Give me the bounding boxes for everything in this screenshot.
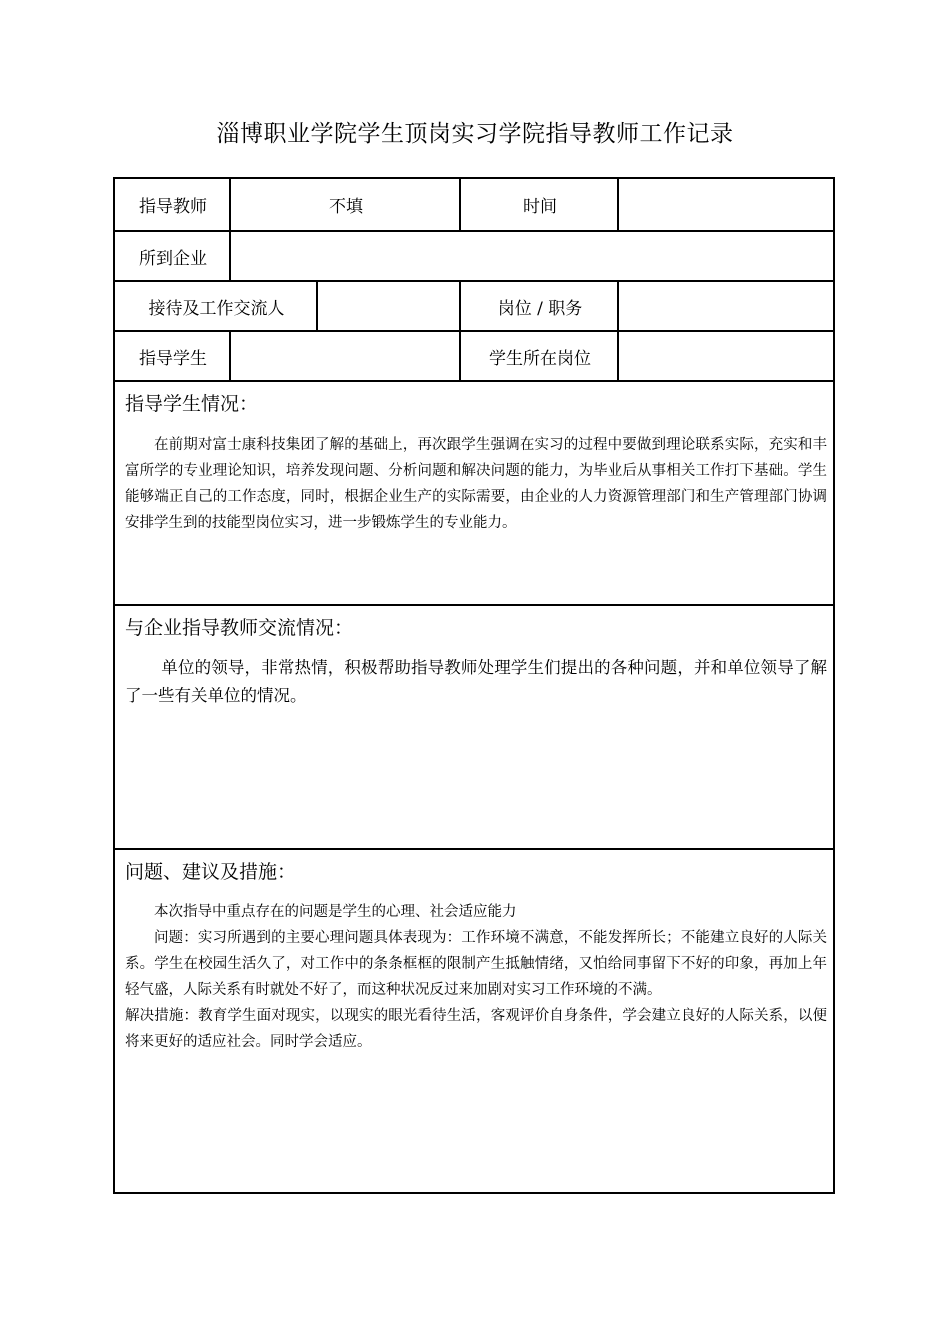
document-title: 淄博职业学院学生顶岗实习学院指导教师工作记录 <box>216 121 734 147</box>
company-label: 所到企业 <box>139 248 207 269</box>
instructor-value[interactable]: 不填 <box>329 197 363 217</box>
student-value[interactable] <box>231 332 461 380</box>
column-divider <box>459 330 461 380</box>
column-divider <box>229 330 231 380</box>
section-divider <box>115 604 833 606</box>
issues-section-body[interactable] <box>125 899 827 1055</box>
column-divider <box>617 179 619 230</box>
exchange-section-body[interactable] <box>125 654 827 710</box>
issues-line-solution: 解决措施：教育学生面对现实，以现实的眼光看待生活，客观评价自身条件，学会建立良好的人际关系，以便将来更好的适应社会。同时学会适应。 <box>125 1008 827 1050</box>
contact-label: 接待及工作交流人 <box>148 298 285 319</box>
column-divider <box>316 280 318 330</box>
column-divider <box>459 280 461 330</box>
issues-line-focus: 本次指导中重点存在的问题是学生的心理、社会适应能力 <box>154 904 517 920</box>
record-form <box>113 177 835 1194</box>
student-label: 指导学生 <box>139 348 207 369</box>
issues-section-title: 问题、建议及措施： <box>125 861 297 883</box>
column-divider <box>229 230 231 280</box>
guidance-section-title: 指导学生情况： <box>125 393 259 415</box>
position-label: 岗位 / 职务 <box>497 298 583 319</box>
section-divider <box>115 848 833 850</box>
time-label: 时间 <box>523 197 557 217</box>
student-post-value[interactable] <box>619 332 833 380</box>
guidance-section-body[interactable] <box>125 432 827 536</box>
position-value[interactable] <box>619 282 833 330</box>
issues-line-problem: 问题：实习所遇到的主要心理问题具体表现为：工作环境不满意，不能发挥所长；不能建立良好的人际关系。学生在校园生活久了，对工作中的条条框框的限制产生抵触情绪，又怕给同事留下不好的印象，再加上年轻气盛，人际关系有时就处不好了，而这种状况反过来加剧对实习工作环境的不满。 <box>125 930 827 998</box>
guidance-paragraph: 在前期对富士康科技集团了解的基础上，再次跟学生强调在实习的过程中要做到理论联系实际，充实和丰富所学的专业理论知识，培养发现问题、分析问题和解决问题的能力，为毕业后从事相关工作打下基础。学生能够端正自己的工作态度，同时，根据企业生产的实际需要，由企业的人力资源管理部门和生产管理部门协调安排学生到的技能型岗位实习，进一步锻炼学生的专业能力。 <box>125 437 827 531</box>
row-divider <box>115 380 833 382</box>
exchange-section-title: 与企业指导教师交流情况： <box>125 617 354 639</box>
student-post-label: 学生所在岗位 <box>489 348 591 369</box>
column-divider <box>229 179 231 230</box>
column-divider <box>617 280 619 330</box>
time-value[interactable] <box>619 179 833 230</box>
column-divider <box>617 330 619 380</box>
exchange-paragraph: 单位的领导，非常热情，积极帮助指导教师处理学生们提出的各种问题，并和单位领导了解了一些有关单位的情况。 <box>125 658 827 705</box>
column-divider <box>459 179 461 230</box>
contact-value[interactable] <box>318 282 461 330</box>
company-value[interactable] <box>231 232 833 280</box>
instructor-label: 指导教师 <box>139 197 207 217</box>
